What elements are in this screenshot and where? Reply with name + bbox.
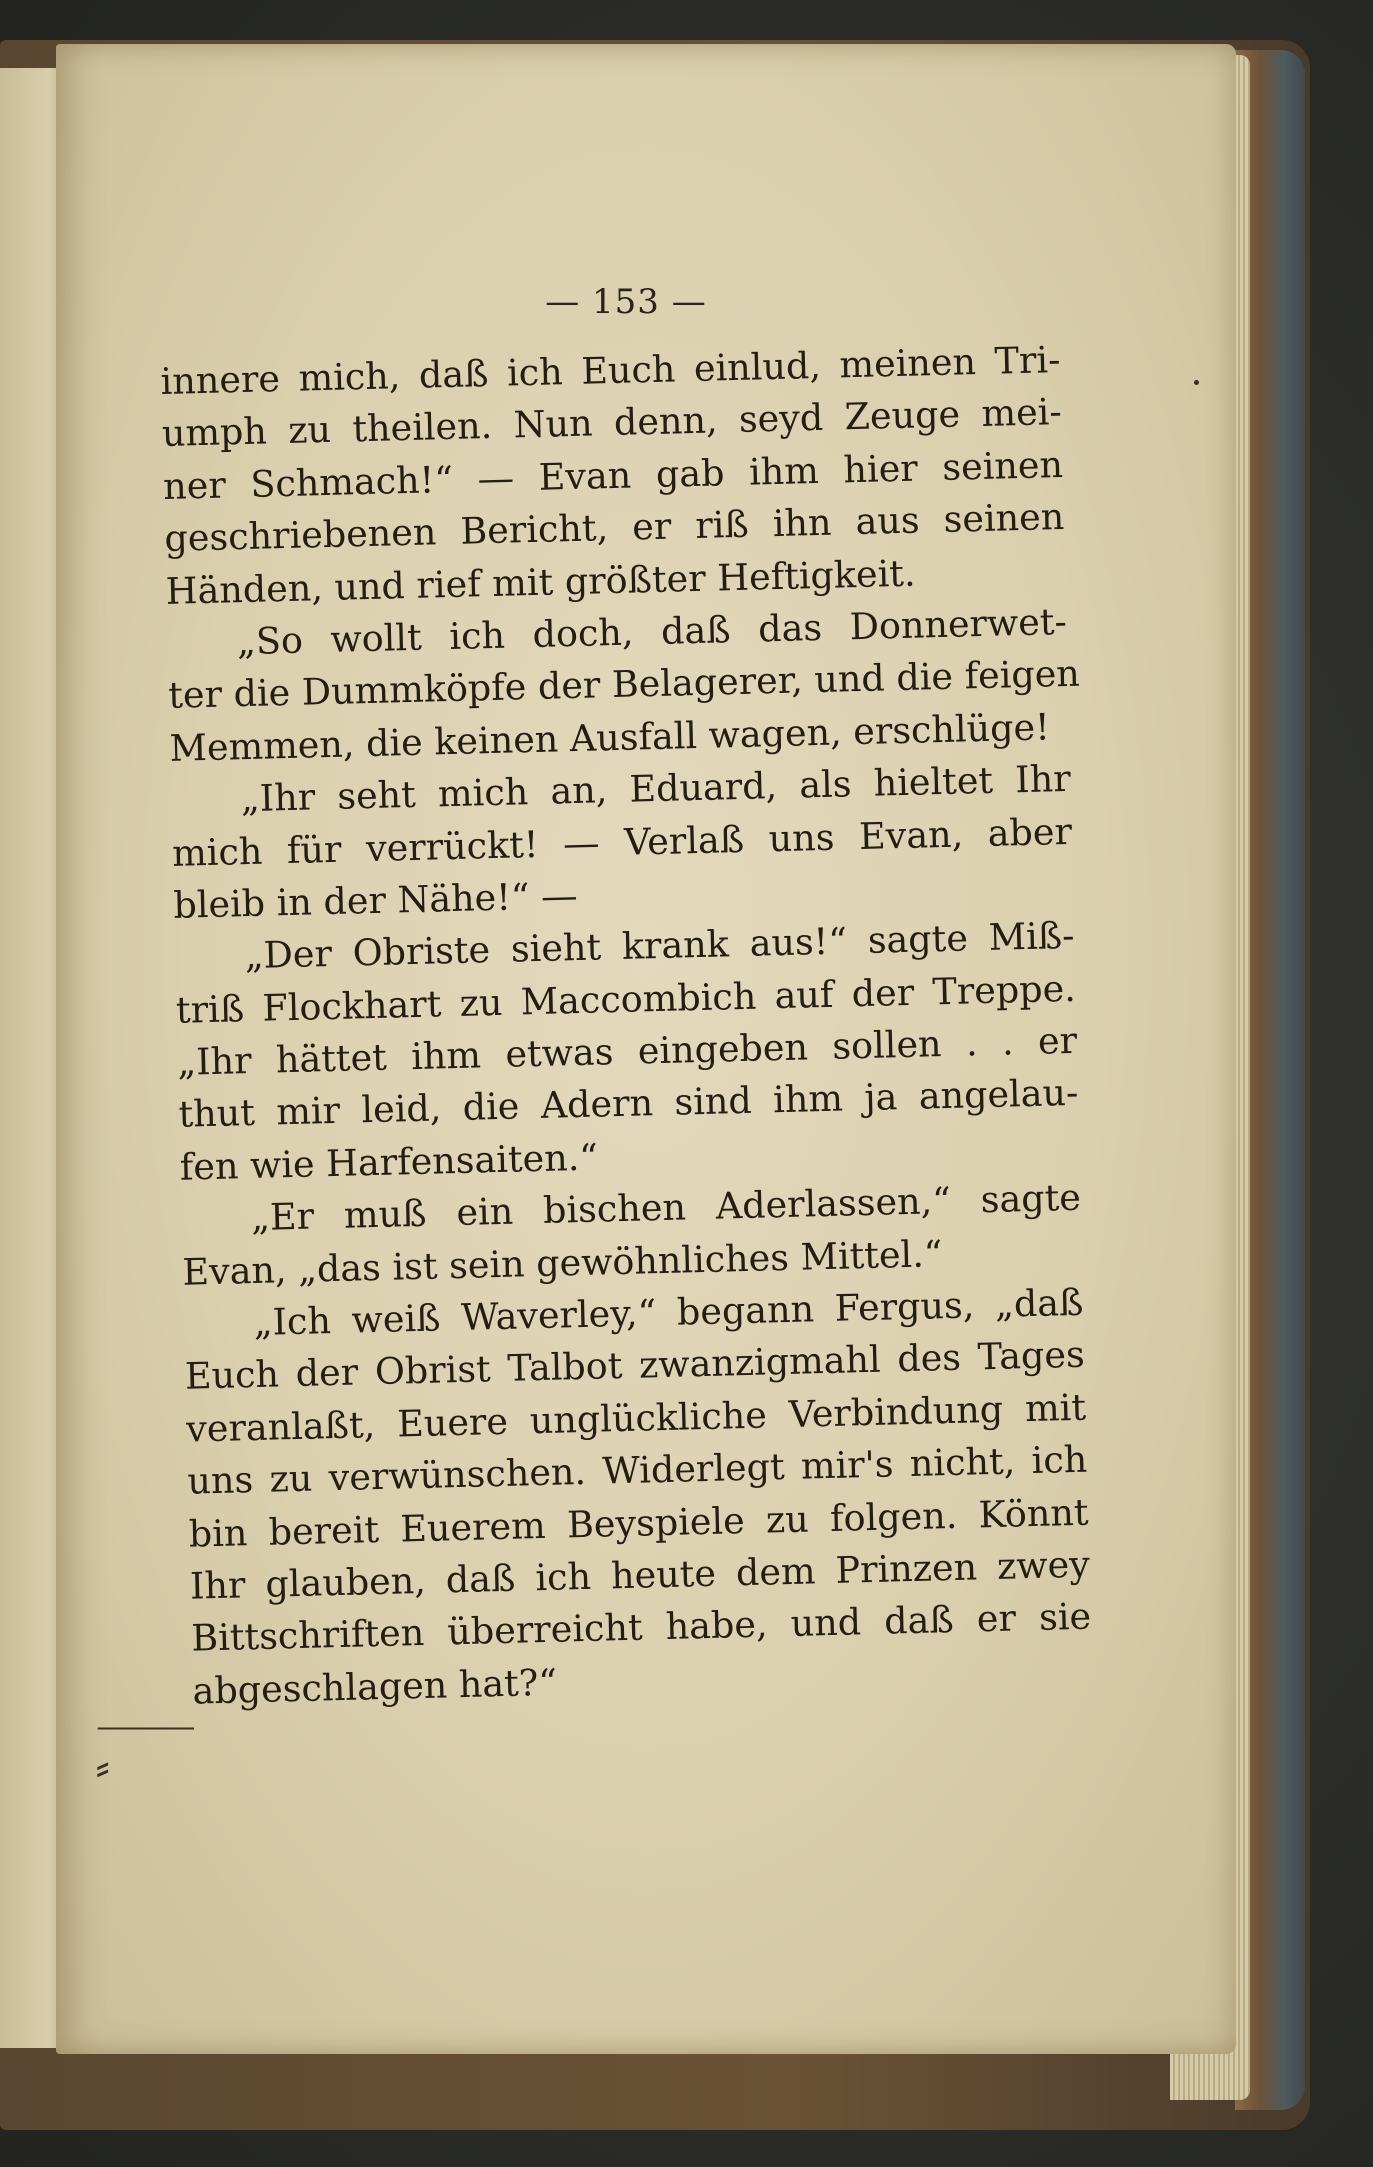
text-line: innere mich, daß ich Euch einlud, meinen Tri- (160, 338, 1061, 403)
text-line: thut mir leid, die Adern sind ihm ja angelau- (178, 1071, 1079, 1137)
text-line: „Der Obriste sieht krank aus!“ sagte Miß- (244, 914, 1075, 978)
text-line: uns zu verwünschen. Widerlegt mir's nicht, ich (186, 1437, 1088, 1503)
text-line: Euch der Obrist Talbot zwanzigmahl des Tages (184, 1333, 1086, 1399)
text-line: bleib in der Nähe!“ — (172, 873, 579, 927)
text-line: ner Schmach!“ — Evan gab ihm hier seinen (162, 442, 1064, 508)
text-line: Evan, „das ist sein gewöhnliches Mittel.“ (181, 1231, 943, 1294)
page-number: — 153 — (545, 282, 707, 322)
text-line: „Ihr seht mich an, Eduard, als hieltet Ihr (240, 757, 1072, 821)
text-line: fen wie Harfensaiten.“ (179, 1135, 599, 1189)
text-line: triß Flockhart zu Maccombich auf der Treppe. (175, 966, 1077, 1032)
text-line: Händen, und rief mit größter Heftigkeit. (165, 551, 916, 613)
text-line: ter die Dummköpfe der Belagerer, und die feigen (167, 651, 1081, 718)
text-line: bin bereit Euerem Beyspiele zu folgen. Könnt (188, 1490, 1090, 1556)
text-line: Ihr glauben, daß ich heute dem Prinzen zwey (189, 1542, 1091, 1608)
text-line: veranlaßt, Euere unglückliche Verbindung mit (185, 1385, 1087, 1451)
text-line: Memmen, die keinen Ausfall wagen, erschlüge! (169, 705, 1051, 770)
text-line: „So wollt ich doch, daß das Donnerwet- (236, 599, 1068, 664)
text-line: Bittschriften überreicht habe, und daß er sie (190, 1595, 1092, 1660)
text-line: abgeschlagen hat?“ (192, 1660, 558, 1713)
text-line: umph zu theilen. Nun denn, seyd Zeuge mei- (161, 390, 1063, 456)
book-page (56, 44, 1236, 2054)
text-line: „Ich weiß Waverley,“ begann Fergus, „daß (253, 1280, 1084, 1345)
page-text (160, 334, 1093, 1718)
text-line: geschriebenen Bericht, er riß ihn aus seinen (163, 495, 1065, 561)
text-line: mich für verrückt! — Verlaß uns Evan, aber (171, 809, 1073, 875)
margin-mark: ⸗ (96, 1744, 110, 1790)
margin-mark: ⸻ (96, 1703, 196, 1749)
ink-dot (1194, 380, 1199, 385)
text-line: „Ihr hättet ihm etwas eingeben sollen . . er (176, 1018, 1078, 1084)
text-line: „Er muß ein bischen Aderlassen,“ sagte (250, 1176, 1082, 1240)
